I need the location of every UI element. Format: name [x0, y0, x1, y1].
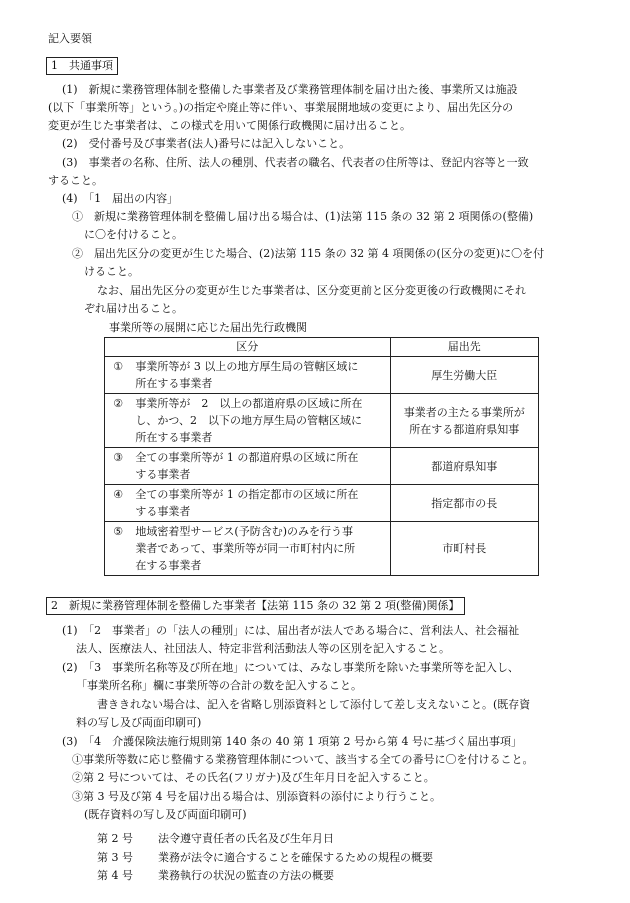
table-row	[105, 394, 539, 448]
dest-line: 都道府県知事	[431, 459, 498, 473]
row-area	[131, 448, 390, 485]
row-number: ③	[105, 448, 132, 485]
table-header-row	[105, 338, 539, 357]
row-area	[131, 357, 390, 394]
header-destination: 届出先	[390, 338, 538, 357]
s2-p2b-line1: 書ききれない場合は、記入を省略し別添資料として添付して差し支えないこと。(既存資	[97, 698, 531, 711]
section2-heading: 2 新規に業務管理体制を整備した事業者【法第 115 条の 32 第 2 項(整備)関係】	[46, 597, 465, 615]
area-line: 在する事業者	[135, 559, 202, 572]
item-number: 第 3 号	[97, 851, 133, 864]
row-destination	[390, 522, 538, 576]
area-line: 業者であって、事業所等が同一市町村内に所	[135, 542, 356, 555]
header-area: 区分	[105, 338, 391, 357]
s2-p2b-line2: 料の写し及び両面印刷可)	[76, 716, 202, 729]
s1-p4b-line1: ② 届出先区分の変更が生じた場合、(2)法第 115 条の 32 第 4 項関係の(区分の変更)に〇を付	[72, 247, 545, 260]
area-line: 全ての事業所等が 1 の指定都市の区域に所在	[135, 488, 359, 501]
table-row	[105, 448, 539, 485]
s1-p4c-line2: ぞれ届け出ること。	[84, 302, 183, 315]
row-area	[131, 485, 390, 522]
row-destination	[390, 485, 538, 522]
row-area	[131, 394, 390, 448]
row-destination	[390, 394, 538, 448]
row-destination	[390, 357, 538, 394]
area-line: する事業者	[135, 505, 191, 518]
dest-line: 市町村長	[442, 542, 487, 555]
s2-p1-line1: (1) 「2 事業者」の「法人の種別」には、届出者が法人である場合に、営利法人、社会福祉	[62, 624, 520, 637]
s1-p1-line1: (1) 新規に業務管理体制を整備した事業者及び業務管理体制を届け出た後、事業所又は施設	[62, 83, 518, 96]
item-text: 業務が法令に適合することを確保するための規程の概要	[158, 851, 433, 864]
s2-p3c: ③第 3 号及び第 4 号を届け出る場合は、別添資料の添付により行うこと。	[72, 790, 441, 803]
s1-p3-line1: (3) 事業者の名称、住所、法人の種別、代表者の職名、代表者の住所等は、登記内容等と一致	[62, 156, 529, 169]
s1-p1-line3: 変更が生じた事業者は、この様式を用いて関係行政機関に届け出ること。	[48, 119, 411, 132]
doc-title: 記入要領	[48, 32, 92, 45]
item-number: 第 4 号	[97, 869, 133, 882]
table-caption: 事業所等の展開に応じた届出先行政機関	[109, 321, 307, 334]
s2-p2-line1: (2) 「3 事業所名称等及び所在地」については、みなし事業所を除いた事業所等を記入し、	[62, 661, 519, 674]
row-number: ②	[105, 394, 132, 448]
s2-p3a: ①事業所等数に応じ整備する業務管理体制について、該当する全ての番号に〇を付けること。	[72, 753, 534, 766]
area-line: 全ての事業所等が 1 の都道府県の区域に所在	[135, 451, 359, 464]
area-line: 事業所等が 2 以上の都道府県の区域に所在	[135, 397, 363, 410]
table-row	[105, 522, 539, 576]
dest-line: 事業者の主たる事業所が	[403, 405, 525, 419]
row-destination	[390, 448, 538, 485]
s2-p1-line2: 法人、医療法人、社団法人、特定非営利活動法人等の区別を記入すること。	[76, 642, 450, 655]
s1-p4: (4) 「1 届出の内容」	[62, 192, 179, 205]
s2-p2-line2: 「事業所名称」欄に事業所等の合計の数を記入すること。	[76, 679, 362, 692]
area-line: 地域密着型サービス(予防含む)のみを行う事	[135, 525, 354, 538]
row-number: ④	[105, 485, 132, 522]
area-line: 事業所等が 3 以上の地方厚生局の管轄区域に	[135, 360, 359, 373]
s1-p4a-line1: ① 新規に業務管理体制を整備し届け出る場合は、(1)法第 115 条の 32 第 2 項関係の(整備)	[72, 210, 534, 223]
row-number: ①	[105, 357, 132, 394]
destination-table	[104, 337, 539, 576]
s1-p4c-line1: なお、届出先区分の変更が生じた事業者は、区分変更前と区分変更後の行政機関にそれ	[97, 284, 526, 297]
s2-p3d: (既存資料の写し及び両面印刷可)	[84, 808, 247, 821]
dest-line: 厚生労働大臣	[431, 368, 498, 382]
row-area	[131, 522, 390, 576]
area-line: し、かつ、2 以下の地方厚生局の管轄区域に	[135, 414, 362, 427]
item-text: 法令遵守責任者の氏名及び生年月日	[158, 832, 334, 845]
dest-line: 所在する都道府県知事	[409, 422, 520, 436]
dest-line: 指定都市の長	[431, 496, 498, 510]
s1-p3-line2: すること。	[48, 174, 103, 187]
row-number: ⑤	[105, 522, 132, 576]
table-row	[105, 357, 539, 394]
item-number: 第 2 号	[97, 832, 133, 845]
section1-heading: 1 共通事項	[46, 57, 118, 75]
area-line: 所在する事業者	[135, 377, 213, 390]
item-text: 業務執行の状況の監査の方法の概要	[158, 869, 334, 882]
s1-p4b-line2: けること。	[84, 265, 139, 278]
s1-p2: (2) 受付番号及び事業者(法人)番号には記入しないこと。	[62, 137, 351, 150]
table-row	[105, 485, 539, 522]
s2-p3b: ②第 2 号については、その氏名(フリガナ)及び生年月日を記入すること。	[72, 771, 435, 784]
area-line: する事業者	[135, 468, 191, 481]
s1-p1-line2: (以下「事業所等」という。)の指定や廃止等に伴い、事業展開地域の変更により、届出先区分の	[48, 101, 514, 114]
s1-p4a-line2: に〇を付けること。	[84, 228, 183, 241]
s2-p3: (3) 「4 介護保険法施行規則第 140 条の 40 第 1 項第 2 号から第 4 号に基づく届出事項」	[62, 735, 523, 748]
area-line: 所在する事業者	[135, 431, 213, 444]
